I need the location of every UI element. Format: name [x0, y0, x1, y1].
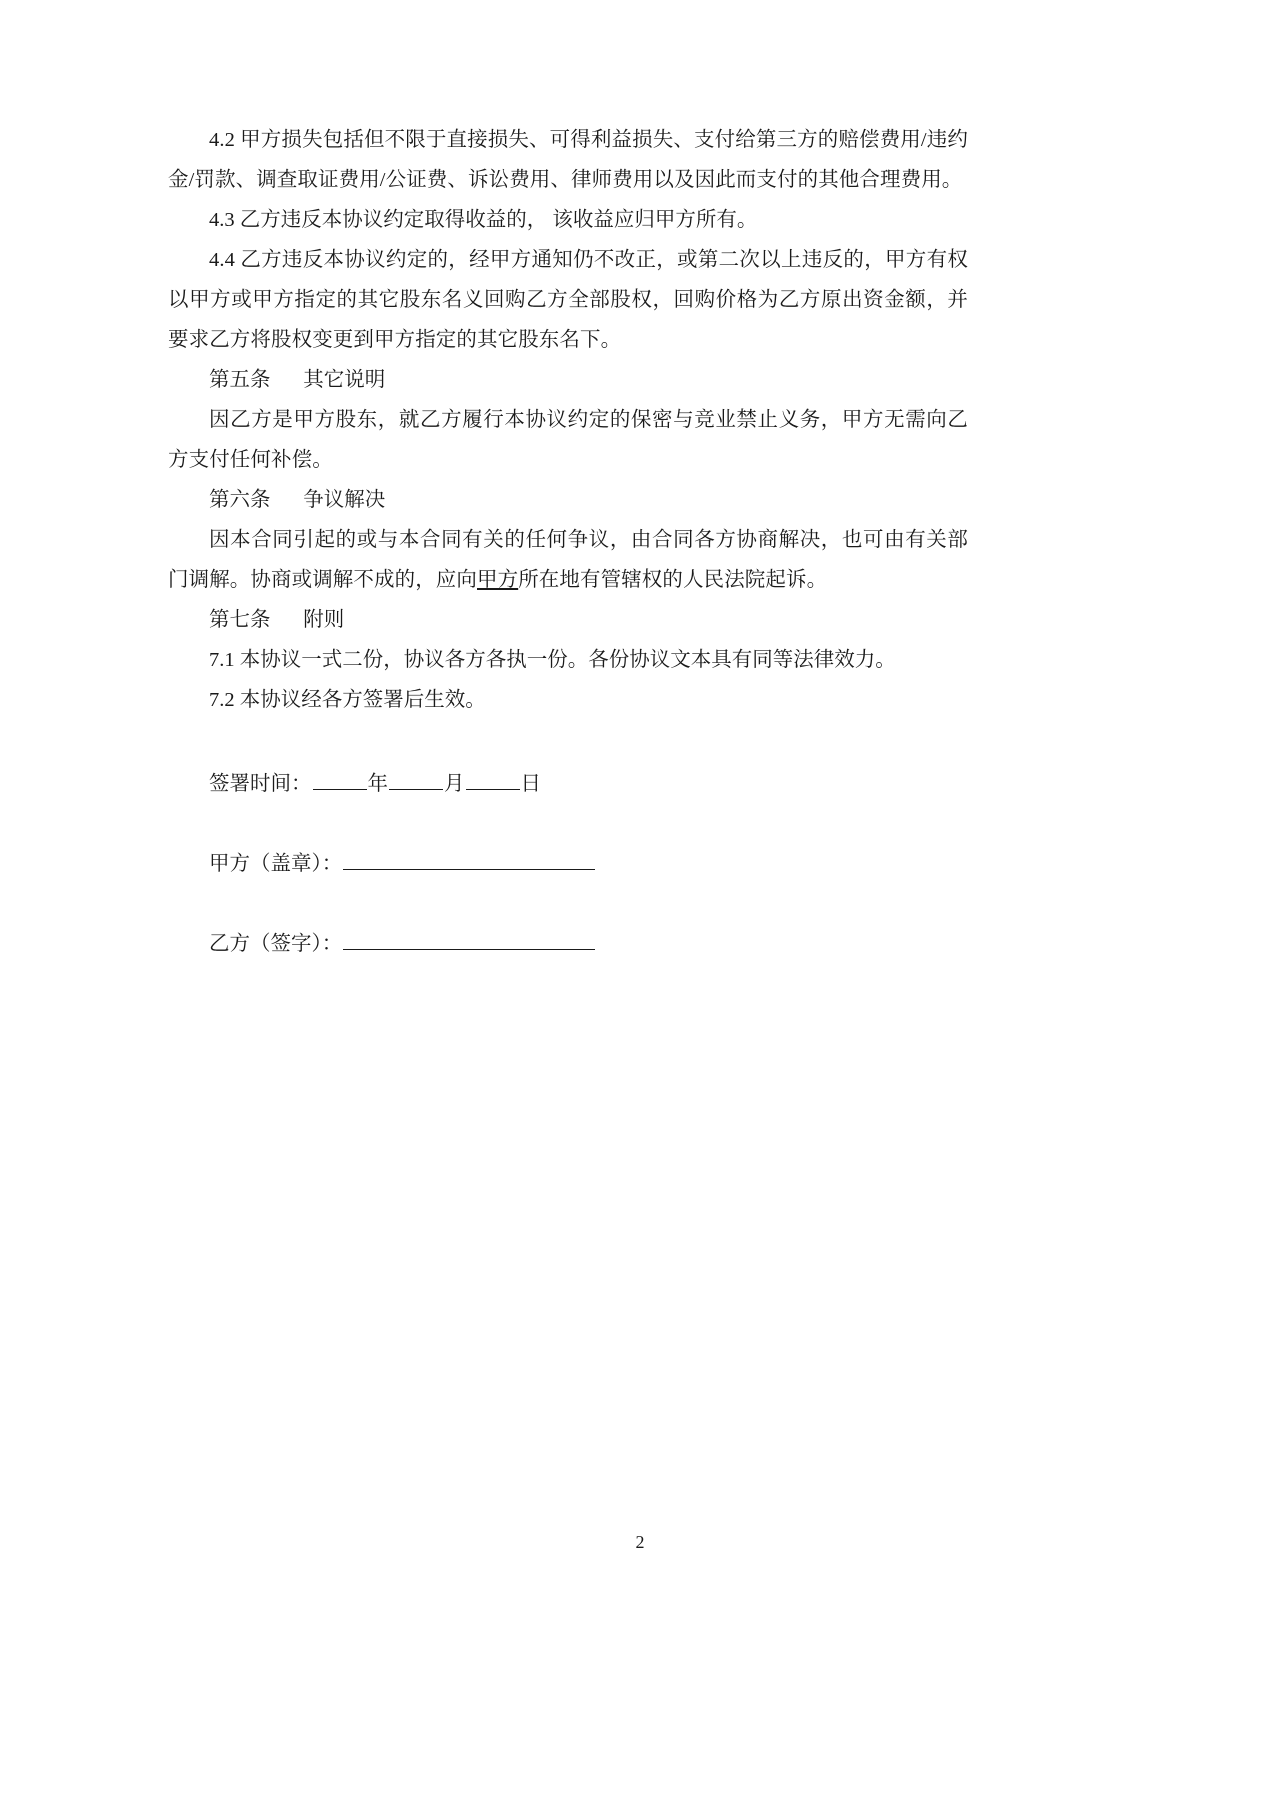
section-6-heading	[168, 480, 968, 520]
party-b-blank-field[interactable]	[343, 930, 595, 950]
party-a-blank-field[interactable]	[343, 850, 595, 870]
signature-date-line	[168, 764, 968, 804]
clause-4-2-paragraph: 4.2 甲方损失包括但不限于直接损失、可得利益损失、支付给第三方的赔偿费用/违约金/罚款、调查取证费用/公证费、诉讼费用、律师费用以及因此而支付的其他合理费用。	[168, 129, 968, 191]
signature-spacer	[168, 720, 968, 764]
day-unit-label: 日	[520, 773, 541, 795]
section-5-heading	[168, 360, 968, 400]
party-a-spacer	[168, 804, 968, 844]
section-6-body-part1: 因本合同引起的或与本合同有关的任何争议，由合同各方协商解决，也可由有关部门调解。协商或调解不成的，应向	[168, 529, 968, 591]
party-b-signature-line	[168, 924, 968, 964]
clause-7-2-paragraph: 7.2 本协议经各方签署后生效。	[209, 689, 486, 711]
party-b-spacer	[168, 884, 968, 924]
party-a-label: 甲方（盖章）：	[209, 853, 343, 875]
month-unit-label: 月	[444, 773, 465, 795]
section-5-title: 其它说明	[303, 369, 386, 391]
year-unit-label: 年	[367, 773, 388, 795]
party-b-label: 乙方（签字）：	[209, 933, 343, 955]
page-number: 2	[635, 1532, 645, 1552]
section-6-label: 第六条	[209, 489, 271, 511]
section-7-heading	[168, 600, 968, 640]
day-blank-field[interactable]	[466, 770, 520, 790]
month-blank-field[interactable]	[389, 770, 443, 790]
clause-4-3-paragraph: 4.3 乙方违反本协议约定取得收益的， 该收益应归甲方所有。	[209, 209, 758, 231]
document-body	[168, 120, 968, 964]
clause-7-1-paragraph: 7.1 本协议一式二份，协议各方各执一份。各份协议文本具有同等法律效力。	[209, 649, 896, 671]
signature-date-label: 签署时间：	[209, 773, 312, 795]
clause-4-4-paragraph: 4.4 乙方违反本协议约定的，经甲方通知仍不改正，或第二次以上违反的，甲方有权以甲方或甲方指定的其它股东名义回购乙方全部股权，回购价格为乙方原出资金额，并要求乙方将股权变更到甲方指定的其它股东名下。	[168, 249, 968, 351]
section-5-label: 第五条	[209, 369, 271, 391]
section-6-body	[168, 520, 968, 600]
section-6-body-part2: 所在地有管辖权的人民法院起诉。	[518, 569, 828, 591]
section-7-title: 附则	[303, 609, 345, 631]
party-a-signature-line	[168, 844, 968, 884]
year-blank-field[interactable]	[313, 770, 367, 790]
section-5-body: 因乙方是甲方股东，就乙方履行本协议约定的保密与竞业禁止义务，甲方无需向乙方支付任何补偿。	[168, 409, 968, 471]
section-7-label: 第七条	[209, 609, 271, 631]
section-6-title: 争议解决	[303, 489, 386, 511]
section-6-body-underlined: 甲方	[477, 569, 519, 591]
